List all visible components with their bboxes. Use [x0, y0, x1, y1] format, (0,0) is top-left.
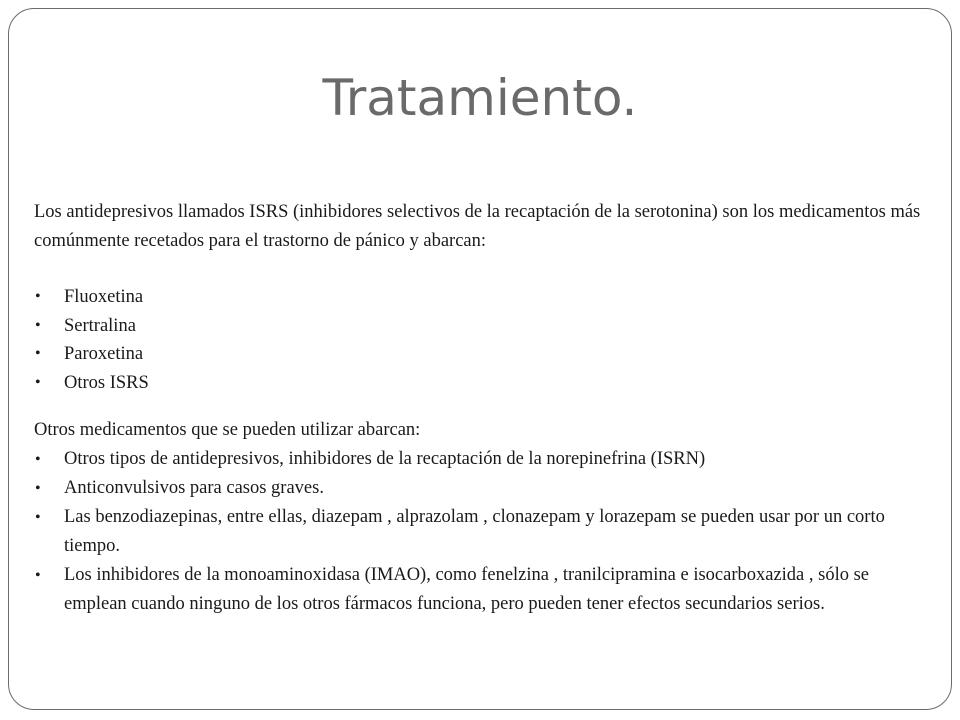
bullet-icon: •: [35, 316, 41, 334]
list-item-text: Los inhibidores de la monoaminoxidasa (IMAO), como fenelzina , tranilcipramina e isocarboxazida , sólo se emplean cuando ninguno de los otros fármacos funciona, pero pueden tener efectos secundarios serios.: [64, 565, 870, 614]
spacer: [34, 397, 929, 416]
bullet-icon: •: [35, 288, 41, 305]
list-item-text: Paroxetina: [64, 344, 144, 364]
list-item: [34, 561, 929, 619]
bullet-icon: •: [35, 567, 41, 584]
list-item-text: Anticonvulsivos para casos graves.: [64, 478, 324, 498]
slide-title: Tratamiento.: [322, 69, 638, 127]
list-item: [34, 445, 929, 474]
bullet-icon: •: [35, 451, 41, 468]
spacer: [34, 256, 929, 283]
list-item: [34, 312, 929, 341]
list-item: [34, 369, 929, 398]
list-item: [34, 474, 929, 503]
list-item-text: Fluoxetina: [64, 287, 144, 307]
bullet-icon: •: [35, 373, 41, 391]
list-item: [34, 340, 929, 369]
other-medications-list: [34, 445, 929, 619]
list-item-text: Otros ISRS: [64, 372, 149, 393]
list-item-text: Las benzodiazepinas, entre ellas, diazepam , alprazolam , clonazepam y lorazepam se pueden usar por un corto tiempo.: [64, 507, 885, 556]
other-intro-paragraph: Otros medicamentos que se pueden utilizar abarcan:: [34, 420, 421, 440]
slide-body: [34, 198, 929, 619]
intro-paragraph: Los antidepresivos llamados ISRS (inhibidores selectivos de la recaptación de la serotonina) son los medicamentos más comúnmente recetados para el trastorno de pánico y abarcan:: [34, 202, 921, 251]
ssri-list: [34, 283, 929, 397]
list-item: [34, 283, 929, 312]
bullet-icon: •: [35, 509, 41, 526]
list-item-text: Sertralina: [64, 315, 136, 336]
list-item: [34, 503, 929, 561]
bullet-icon: •: [35, 345, 41, 362]
bullet-icon: •: [35, 480, 41, 497]
list-item-text: Otros tipos de antidepresivos, inhibidores de la recaptación de la norepinefrina (ISRN): [64, 449, 706, 469]
